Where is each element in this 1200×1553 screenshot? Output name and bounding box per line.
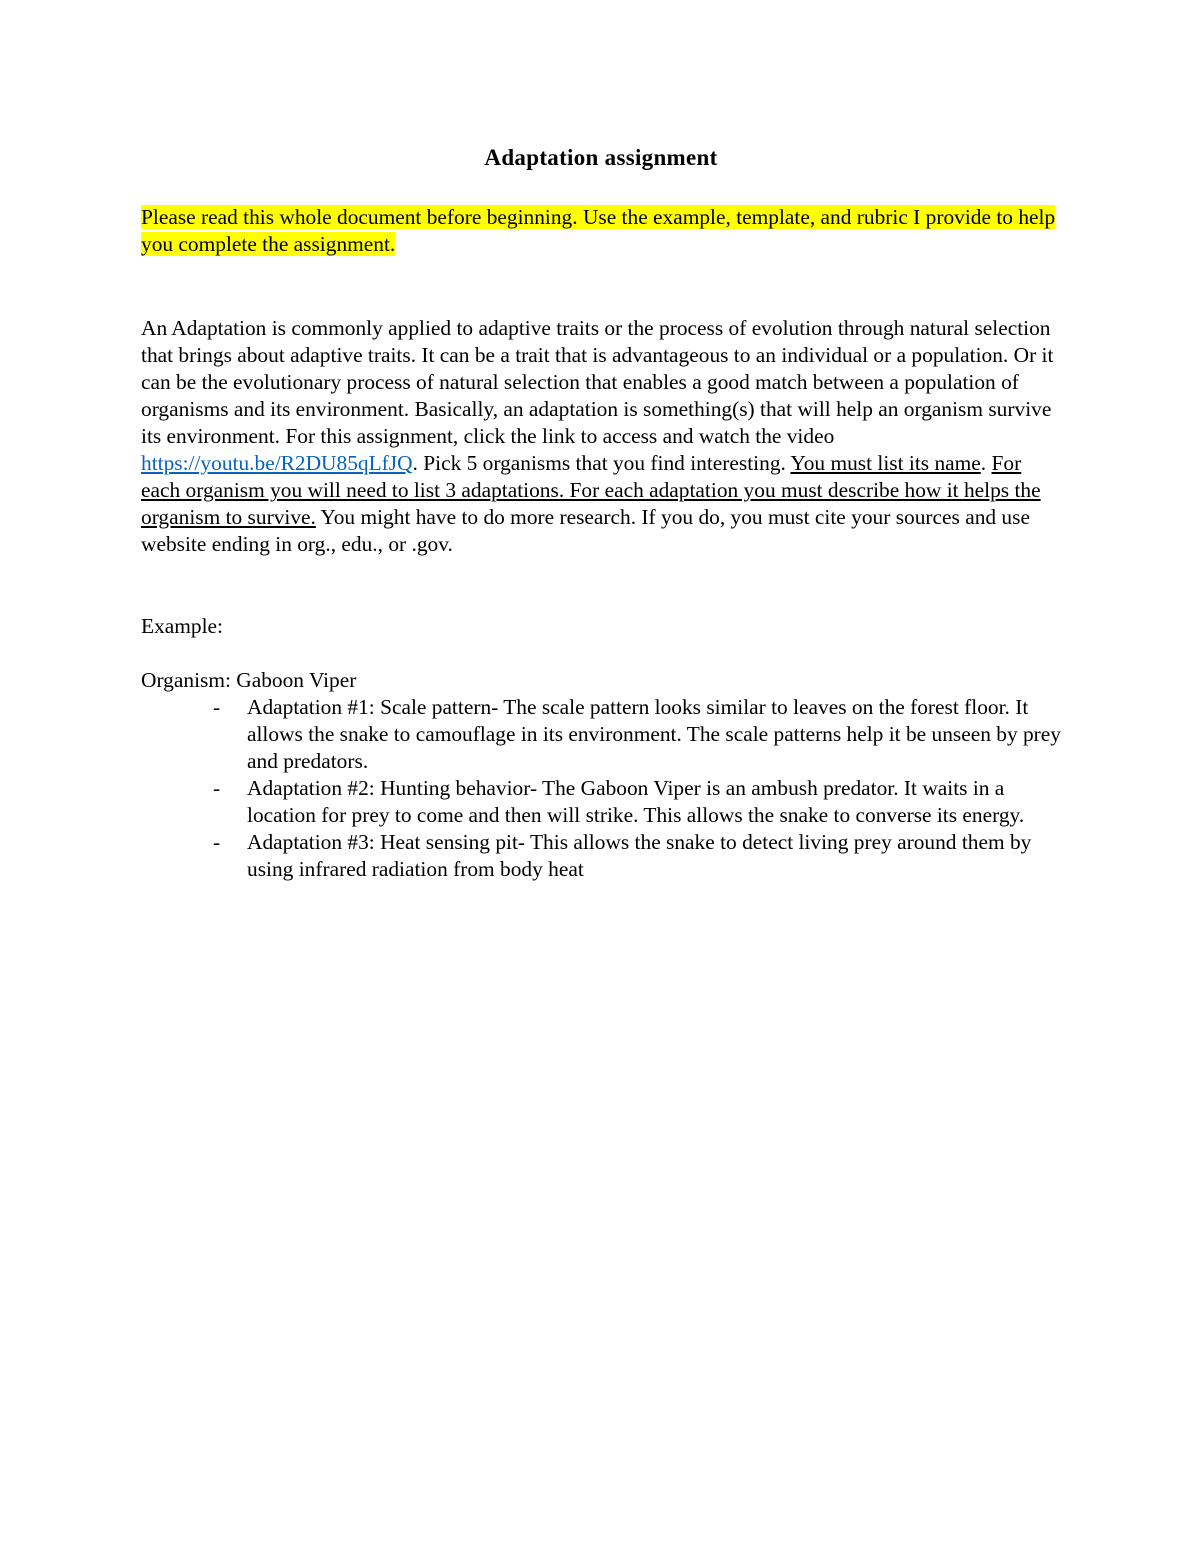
description-text-3: . [980,451,992,475]
document-title: Adaptation assignment [484,145,718,170]
video-link[interactable]: https://youtu.be/R2DU85qLfJQ [141,451,413,475]
instructions-highlight: Please read this whole document before beginning. Use the example, template, and rubric I provide to help you complete the assignment. [141,205,1056,256]
dash-bullet: - [213,776,221,800]
adaptation-text: Adaptation #1: Scale pattern- The scale pattern looks similar to leaves on the forest floor. It allows the snake to camouflage in its environment. The scale patterns help it be unseen by prey and predators. [247,695,1061,773]
description-paragraph [141,315,1061,558]
requirement-name: You must list its name [790,451,981,475]
adaptation-text: Adaptation #3: Heat sensing pit- This allows the snake to detect living prey around them by using infrared radiation from body heat [247,830,1032,881]
requirement-adaptations: For each organism you will need to list 3 adaptations. For each adaptation you must describe how it helps the organism to survive. [141,451,1041,529]
description-text-1: An Adaptation is commonly applied to adaptive traits or the process of evolution through natural selection that brings about adaptive traits. It can be a trait that is advantageous to an individual or a population. Or it can be the evolutionary process of natural selection that enables a good match between a population of organisms and its environment. Basically, an adaptation is something(s) that will help an organism survive its environment. For this assignment, click the link to access and watch the video [141,316,1054,448]
description-text-2: . Pick 5 organisms that you find interesting. [412,451,791,475]
adaptation-list [141,694,1061,883]
list-item [141,829,1061,883]
document-content [141,140,1061,883]
list-item [141,775,1061,829]
list-item [141,694,1061,775]
dash-bullet: - [213,695,221,719]
instructions-paragraph [141,204,1061,258]
description-text-4: You might have to do more research. If you do, you must cite your sources and use website ending in org., edu., or .gov. [141,505,1030,556]
dash-bullet: - [213,830,221,854]
adaptation-text: Adaptation #2: Hunting behavior- The Gaboon Viper is an ambush predator. It waits in a location for prey to come and then will strike. This allows the snake to converse its energy. [247,776,1025,827]
example-label: Example: [141,614,223,638]
example-organism: Organism: Gaboon Viper [141,668,357,692]
